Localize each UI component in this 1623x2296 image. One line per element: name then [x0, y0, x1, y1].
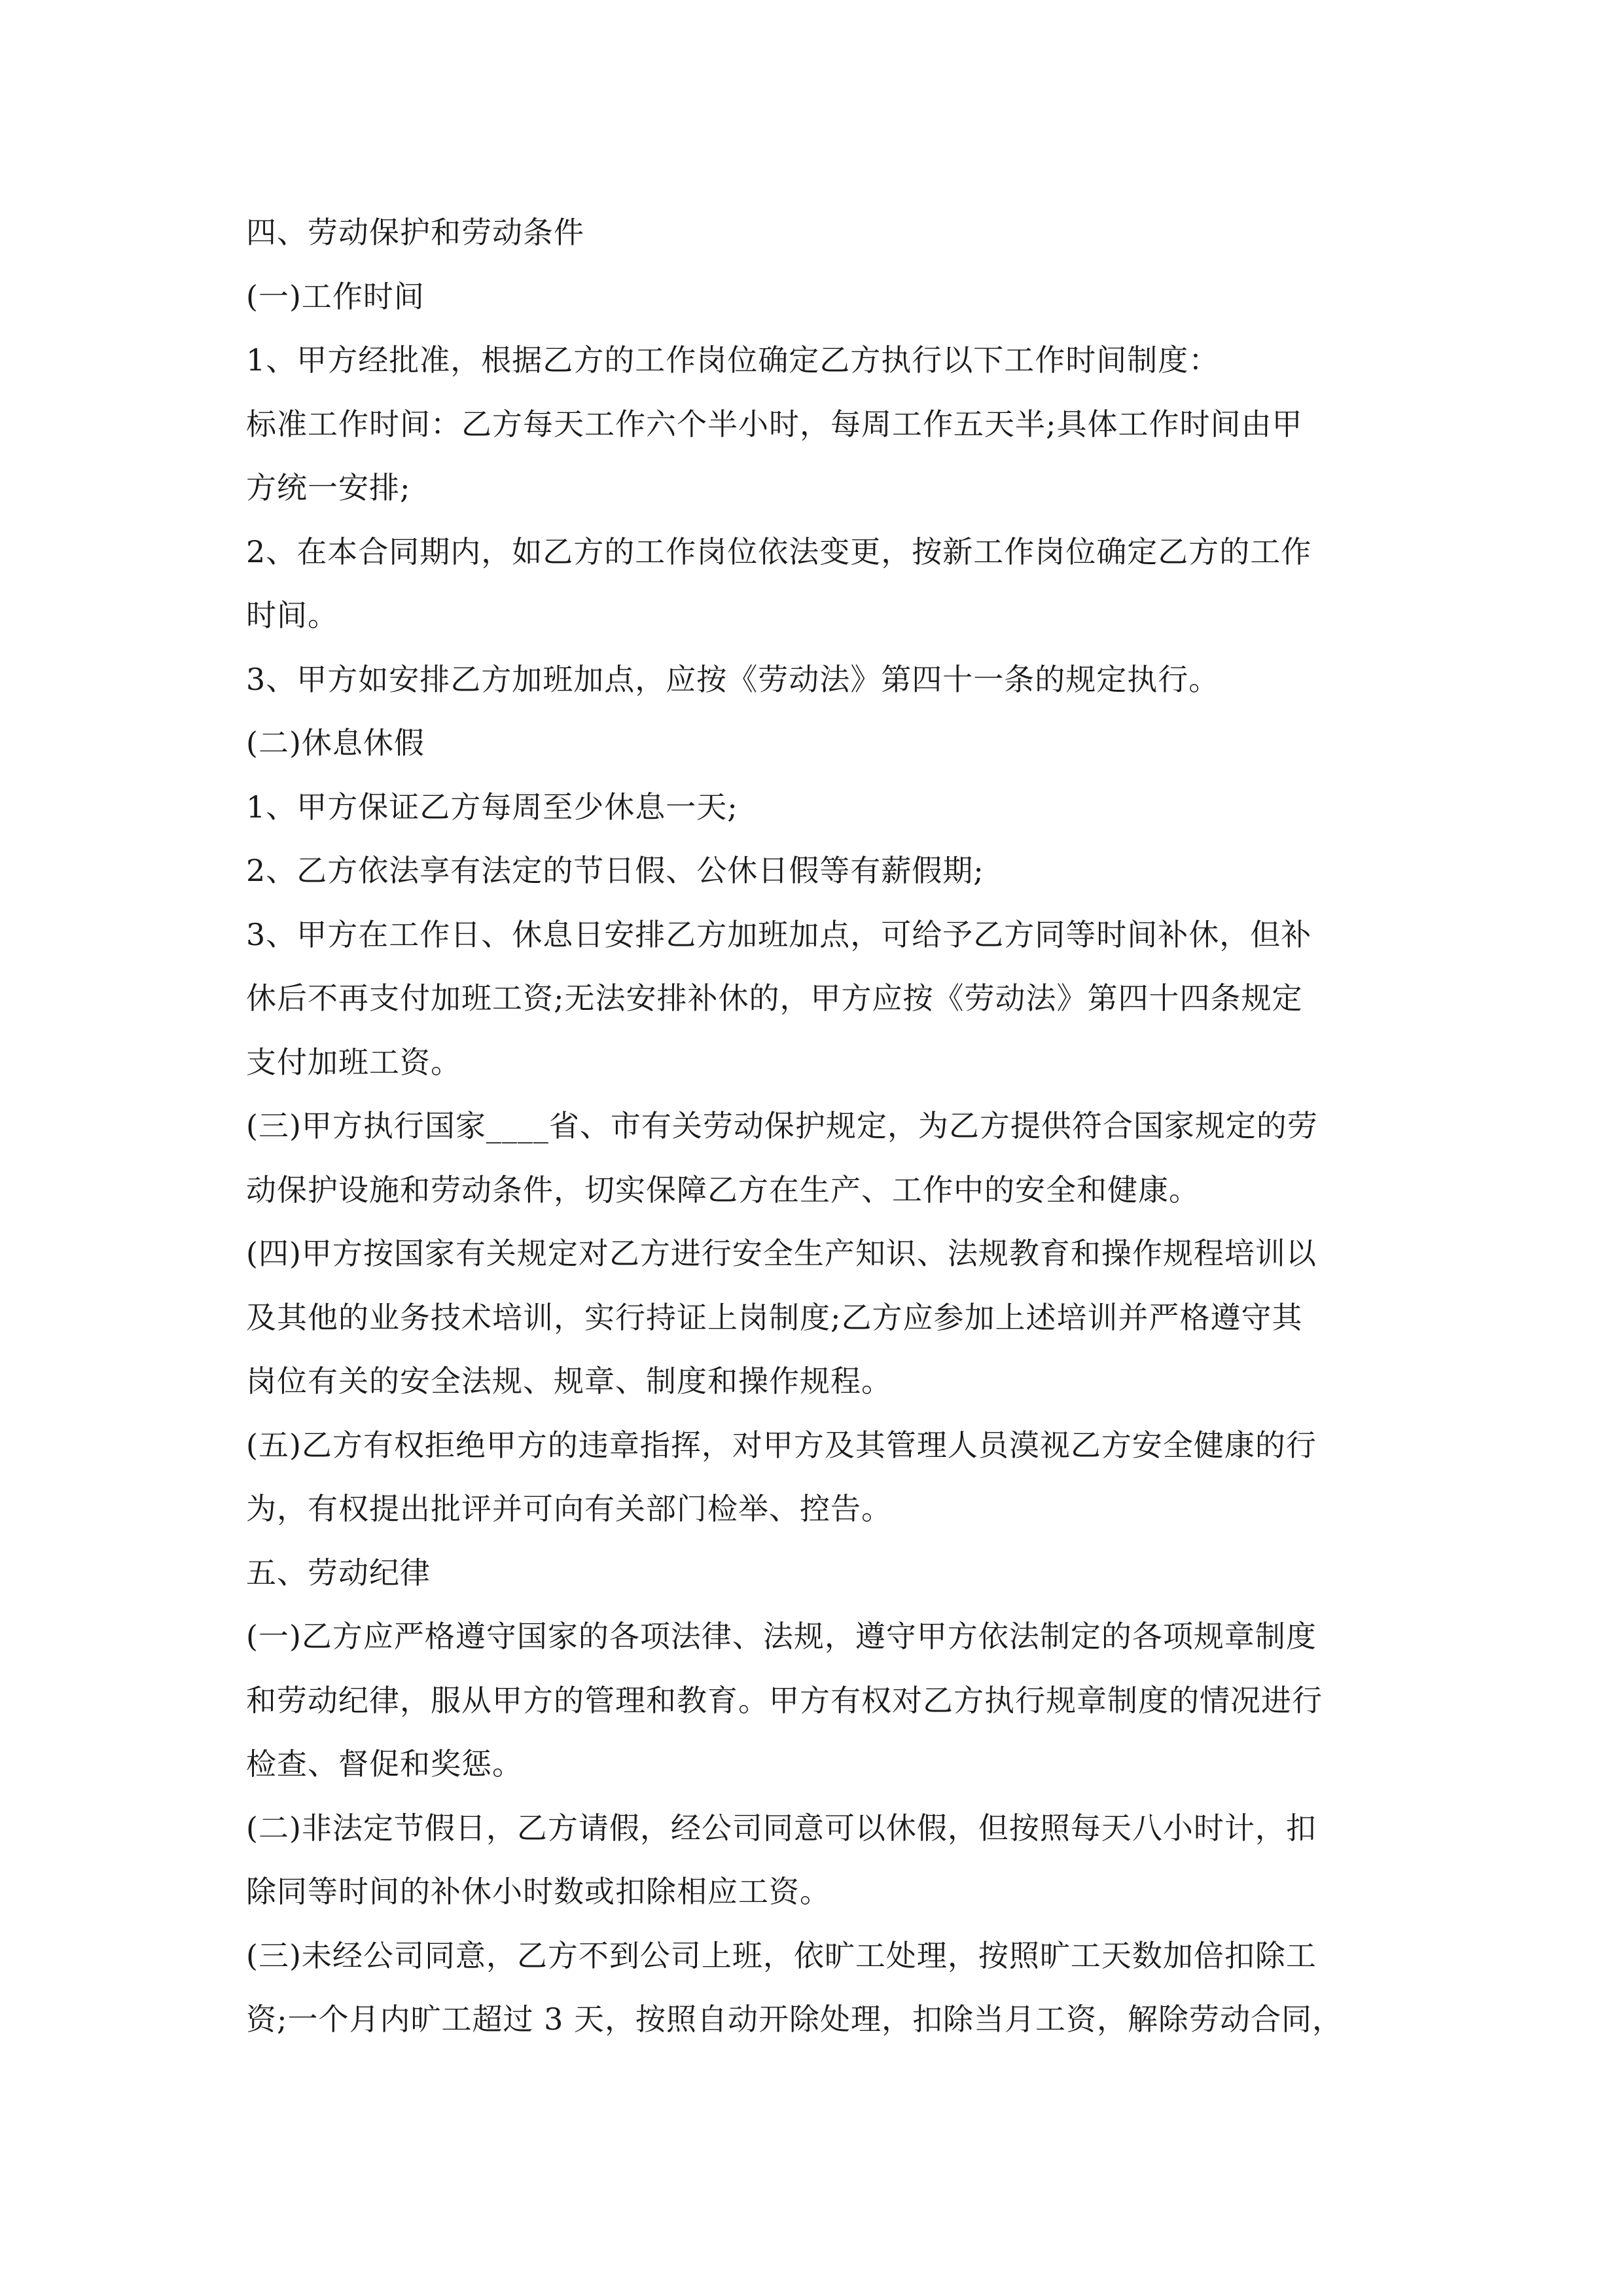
text-line: (一)乙方应严格遵守国家的各项法律、法规，遵守甲方依法制定的各项规章制度 [246, 1619, 1317, 1654]
section-heading-labor-discipline: 五、劳动纪律 [246, 1554, 431, 1590]
text-line: 及其他的业务技术培训，实行持证上岗制度;乙方应参加上述培训并严格遵守其 [246, 1299, 1303, 1335]
text-line: 支付加班工资。 [246, 1044, 461, 1080]
subsection-heading-working-hours: (一)工作时间 [246, 278, 425, 314]
text-line: 休后不再支付加班工资;无法安排补休的，甲方应按《劳动法》第四十四条规定 [246, 980, 1303, 1016]
text-line: 资;一个月内旷工超过 3 天，按照自动开除处理，扣除当月工资，解除劳动合同， [246, 2001, 1344, 2037]
text-line: 1、甲方经批准，根据乙方的工作岗位确定乙方执行以下工作时间制度： [246, 342, 1220, 378]
text-line: (三)甲方执行国家____省、市有关劳动保护规定，为乙方提供符合国家规定的劳 [246, 1108, 1318, 1143]
text-line: (二)非法定节假日，乙方请假，经公司同意可以休假，但按照每天八小时计，扣 [246, 1810, 1317, 1846]
section-heading-labor-protection: 四、劳动保护和劳动条件 [246, 215, 584, 250]
subsection-heading-rest-leave: (二)休息休假 [246, 725, 425, 761]
text-line: 3、甲方如安排乙方加班加点，应按《劳动法》第四十一条的规定执行。 [246, 661, 1220, 697]
text-line: 方统一安排; [246, 470, 411, 505]
text-line: 为，有权提出批评并可向有关部门检举、控告。 [246, 1491, 892, 1526]
text-line: 标准工作时间：乙方每天工作六个半小时，每周工作五天半;具体工作时间由甲 [246, 406, 1303, 442]
text-line: (五)乙方有权拒绝甲方的违章指挥，对甲方及其管理人员漠视乙方安全健康的行 [246, 1427, 1317, 1463]
text-line: 检查、督促和奖惩。 [246, 1746, 523, 1782]
text-line: 时间。 [246, 598, 338, 633]
text-line: 岗位有关的安全法规、规章、制度和操作规程。 [246, 1363, 892, 1399]
text-line: 动保护设施和劳动条件，切实保障乙方在生产、工作中的安全和健康。 [246, 1172, 1200, 1208]
text-line: 2、在本合同期内，如乙方的工作岗位依法变更，按新工作岗位确定乙方的工作 [246, 533, 1312, 569]
text-line: (三)未经公司同意，乙方不到公司上班，依旷工处理，按照旷工天数加倍扣除工 [246, 1937, 1317, 1973]
text-line: 3、甲方在工作日、休息日安排乙方加班加点，可给予乙方同等时间补休，但补 [246, 916, 1312, 952]
text-line: 1、甲方保证乙方每周至少休息一天; [246, 789, 738, 825]
text-line: (四)甲方按国家有关规定对乙方进行安全生产知识、法规教育和操作规程培训以 [246, 1236, 1317, 1271]
text-line: 2、乙方依法享有法定的节日假、公休日假等有薪假期; [246, 853, 984, 888]
document-body [246, 201, 1385, 2052]
text-line: 和劳动纪律，服从甲方的管理和教育。甲方有权对乙方执行规章制度的情况进行 [246, 1682, 1323, 1718]
text-line: 除同等时间的补休小时数或扣除相应工资。 [246, 1874, 830, 1909]
